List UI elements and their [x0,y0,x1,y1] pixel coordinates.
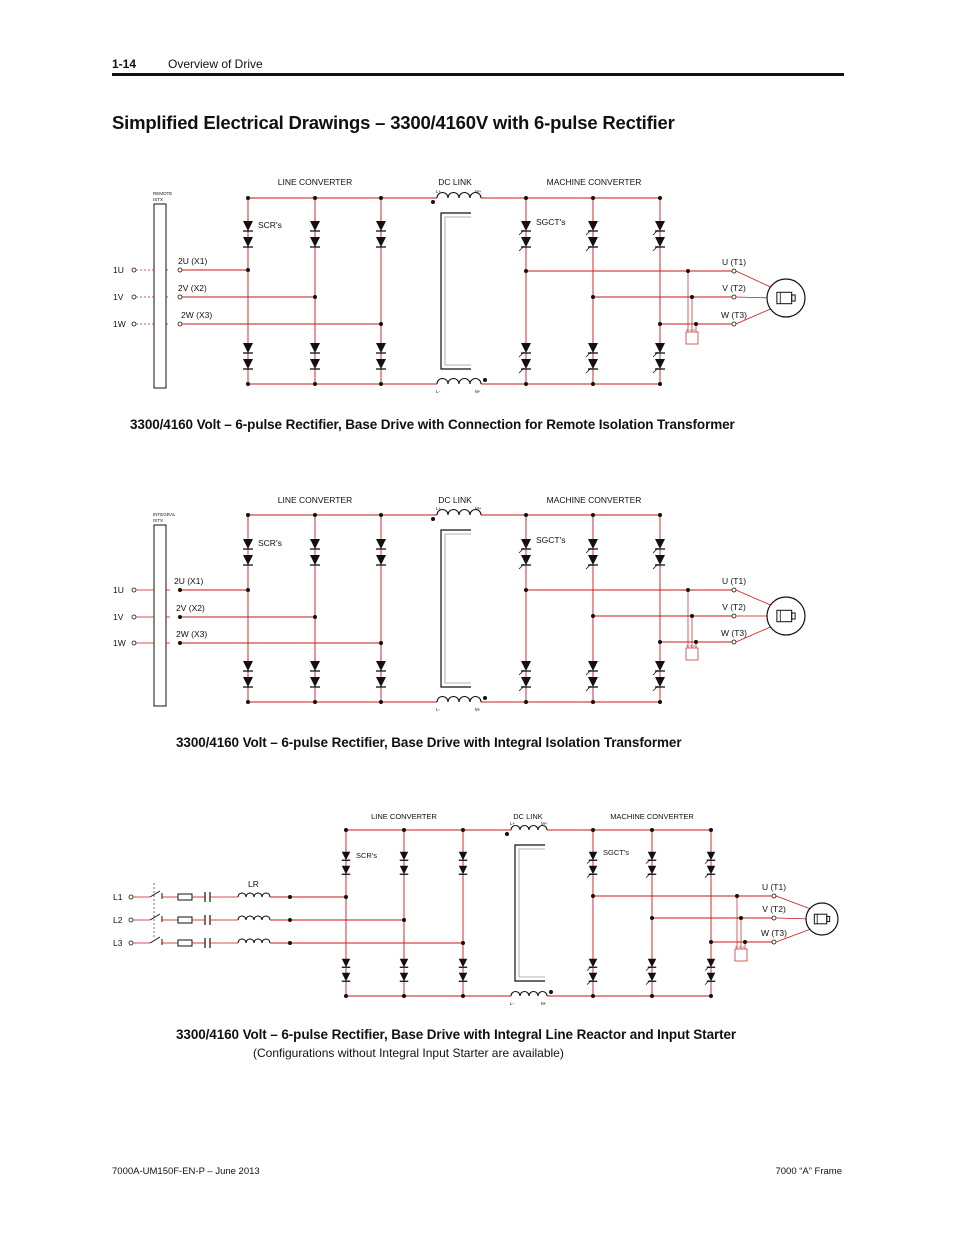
input-label-L1: L1 [113,892,123,902]
dc-link-inductor-bottom [511,992,547,997]
scr-lower-2-2 [400,973,409,982]
terminal-mminus: M- [475,389,481,394]
output-label-V (T2): V (T2) [722,283,746,293]
scr-upper-2-1 [400,852,409,861]
junction-dot [288,918,292,922]
footer-frame: 7000 “A” Frame [775,1166,842,1177]
input-terminal [129,895,133,899]
scr-upper-1-2 [342,866,351,875]
isolation-switch [150,914,160,920]
input-label-1V: 1V [113,612,124,622]
scr-upper-2-2 [400,866,409,875]
polarity-dot [549,990,553,994]
scr-upper-3-2 [459,866,468,875]
machine-converter-label: MACHINE CONVERTER [610,812,694,821]
junction-dot [344,828,348,832]
machine-converter-label: MACHINE CONVERTER [546,177,642,187]
fuse [178,917,192,923]
junction-dot [739,916,743,920]
output-label-U (T1): U (T1) [721,576,747,586]
terminal-lminus: L- [510,1001,515,1006]
dc-link-label: DC LINK [513,812,543,821]
page-number: 1-14 [112,57,137,71]
line-reactor [238,916,270,920]
diagram-1-caption: 3300/4160 Volt – 6-pulse Rectifier, Base Drive with Connection for Remote Isolation Transformer [130,417,735,432]
dc-link-label: DC LINK [438,495,472,505]
sgct-label: SGCT's [536,217,566,227]
output-label-V (T2): V (T2) [722,602,746,612]
line-reactor [238,893,270,897]
sgct-upper-4-2 [589,866,598,875]
transformer-label: ISTX [153,197,164,202]
junction-dot [402,918,406,922]
sgct-upper-4-1 [589,852,598,861]
polarity-dot [505,832,509,836]
dc-link-core [515,845,545,981]
transformer-label: REMOTE [153,191,173,196]
junction-dot [735,894,739,898]
diagram-3-subcaption: (Configurations without Integral Input Starter are available) [253,1046,564,1060]
output-label-U (T1): U (T1) [761,882,787,892]
converter-input-label: 2V (X2) [178,283,207,293]
output-filter-capacitor [735,949,747,961]
sgct-lower-5-2 [648,973,657,982]
page-title: Simplified Electrical Drawings – 3300/4160V with 6-pulse Rectifier [112,112,675,133]
input-label-1U: 1U [113,585,124,595]
converter-input-label: 2V (X2) [176,603,205,613]
terminal-lminus: L- [436,707,441,712]
terminal-mplus: M+ [475,506,482,511]
junction-dot [650,828,654,832]
footer-doc-id: 7000A-UM150F-EN-P – June 2013 [112,1166,260,1177]
scr-label: SCR's [356,851,378,860]
input-label-1V: 1V [113,292,124,302]
scr-lower-1-1 [342,959,351,968]
converter-input-label: 2W (X3) [181,310,213,320]
line-converter-label: LINE CONVERTER [371,812,437,821]
line-reactor-label: LR [248,879,259,889]
line-converter-label: LINE CONVERTER [277,177,353,187]
output-label-W (T3): W (T3) [721,310,747,320]
input-label-1W: 1W [113,638,126,648]
fuse [178,894,192,900]
motor-symbol [806,903,838,935]
junction-dot [402,994,406,998]
dc-link-inductor-top [511,826,547,831]
output-terminal [772,894,776,898]
scr-label: SCR's [258,220,282,230]
sgct-lower-6-1 [707,959,716,968]
converter-input-label: 2U (X1) [178,256,208,266]
junction-dot [461,994,465,998]
junction-dot [591,828,595,832]
junction-dot [650,994,654,998]
sgct-upper-5-2 [648,866,657,875]
terminal-mminus: M- [475,707,481,712]
capacitor-symbol: = = = [686,643,696,648]
input-label-1U: 1U [113,265,124,275]
terminal-lplus: L+ [510,821,516,826]
machine-converter-label: MACHINE CONVERTER [546,495,642,505]
terminal-mminus: M- [541,1001,547,1006]
sgct-upper-6-1 [707,852,716,861]
sgct-upper-6-2 [707,866,716,875]
junction-dot [709,828,713,832]
converter-input-label: 2W (X3) [176,629,208,639]
junction-dot [461,941,465,945]
transformer-label: ISTX [153,518,164,523]
section-title: Overview of Drive [168,57,263,71]
scr-lower-1-2 [342,973,351,982]
terminal-lminus: L- [436,389,441,394]
scr-upper-1-1 [342,852,351,861]
terminal-mplus: M+ [541,821,548,826]
junction-dot [709,994,713,998]
junction-dot [709,940,713,944]
junction-dot [344,994,348,998]
diagram-3-caption: 3300/4160 Volt – 6-pulse Rectifier, Base Drive with Integral Line Reactor and Input Starter [176,1027,737,1042]
scr-upper-3-1 [459,852,468,861]
output-label-W (T3): W (T3) [761,928,787,938]
input-terminal [129,918,133,922]
input-label-1W: 1W [113,319,126,329]
input-label-L2: L2 [113,915,123,925]
output-label-V (T2): V (T2) [762,904,786,914]
output-label-W (T3): W (T3) [721,628,747,638]
scr-lower-2-1 [400,959,409,968]
scr-label: SCR's [258,538,282,548]
terminal-lplus: L+ [436,189,442,194]
junction-dot [650,916,654,920]
fuse [178,940,192,946]
converter-input-label: 2U (X1) [174,576,204,586]
junction-dot [288,895,292,899]
terminal-mplus: M+ [475,189,482,194]
output-label-U (T1): U (T1) [721,257,747,267]
isolation-switch [150,891,160,897]
sgct-lower-5-1 [648,959,657,968]
input-label-L3: L3 [113,938,123,948]
junction-dot [402,828,406,832]
junction-dot [591,894,595,898]
sgct-label: SGCT's [603,848,630,857]
line-converter-label: LINE CONVERTER [277,495,353,505]
sgct-lower-6-2 [707,973,716,982]
sgct-lower-4-2 [589,973,598,982]
junction-dot [591,994,595,998]
junction-dot [461,828,465,832]
output-terminal [772,940,776,944]
dc-link-core-inner [519,849,545,977]
output-terminal [772,916,776,920]
transformer-label: INTEGRAL [153,512,176,517]
dc-link-label: DC LINK [438,177,472,187]
terminal-lplus: L+ [436,506,442,511]
sgct-lower-4-1 [589,959,598,968]
sgct-upper-5-1 [648,852,657,861]
junction-dot [288,941,292,945]
isolation-switch [150,937,160,943]
sgct-label: SGCT's [536,535,566,545]
diagram-2-caption: 3300/4160 Volt – 6-pulse Rectifier, Base Drive with Integral Isolation Transformer [176,735,682,750]
line-reactor [238,939,270,943]
scr-lower-3-2 [459,973,468,982]
scr-lower-3-1 [459,959,468,968]
capacitor-symbol: = = = [735,944,745,949]
capacitor-symbol: = = = [686,327,696,332]
junction-dot [344,895,348,899]
input-terminal [129,941,133,945]
